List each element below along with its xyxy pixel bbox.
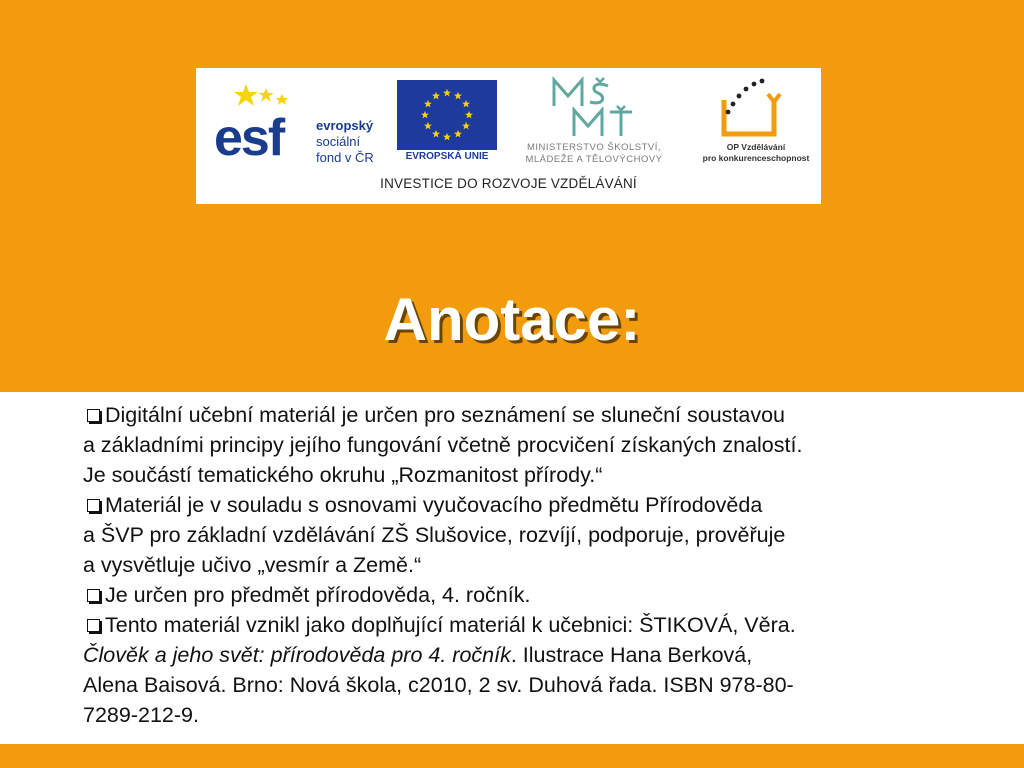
eu-star: [454, 130, 462, 138]
eu-star: [465, 111, 473, 119]
op-mark-icon: [714, 78, 784, 140]
p4-line2-rest: . Ilustrace Hana Berková,: [510, 643, 753, 667]
checkbox-bullet-icon: [87, 619, 100, 632]
p4-line1: Tento materiál vznikl jako doplňující materiál k učebnici: ŠTIKOVÁ, Věra.: [105, 613, 796, 637]
p3-line1: Je určen pro předmět přírodověda, 4. ročník.: [105, 583, 531, 607]
op-line1: OP Vzdělávání: [726, 142, 786, 152]
op-line2: pro konkurenceschopnost: [702, 153, 810, 163]
esf-line3: fond v ČR: [316, 150, 374, 165]
esf-text: [316, 118, 374, 166]
eu-star: [424, 122, 432, 130]
op-label: [696, 142, 816, 164]
investice-tagline: INVESTICE DO ROZVOJE VZDĚLÁVÁNÍ: [380, 176, 637, 191]
checkbox-bullet-icon: [87, 409, 100, 422]
eu-star: [432, 92, 440, 100]
slide-title: Anotace:: [383, 286, 641, 353]
msmt-line2: MLÁDEŽE A TĚLOVÝCHOVY: [525, 154, 663, 165]
eu-star: [454, 92, 462, 100]
eu-star: [462, 100, 470, 108]
book-title: Člověk a jeho svět: přírodověda pro 4. ročník: [83, 643, 511, 667]
esf-line2: sociální: [316, 134, 361, 149]
annotation-item-4: [83, 610, 963, 730]
msmt-label: [506, 142, 682, 166]
checkbox-bullet-icon: [87, 499, 100, 512]
eu-star: [424, 100, 432, 108]
eu-star: [432, 130, 440, 138]
msmt-logo: [506, 76, 682, 168]
annotation-item-2: [83, 490, 963, 580]
op-logo: [696, 78, 816, 170]
annotation-item-3: [83, 580, 963, 610]
eu-star: [462, 122, 470, 130]
p2-line2: a ŠVP pro základní vzdělávání ZŠ Slušovice, rozvíjí, podporuje, prověřuje: [83, 523, 786, 547]
bottom-orange-band: [0, 744, 1024, 768]
checkbox-bullet-icon: [87, 589, 100, 602]
p1-line1: Digitální učební materiál je určen pro seznámení se sluneční soustavou: [105, 403, 786, 427]
p2-line3: a vysvětluje učivo „vesmír a Země.“: [83, 553, 422, 577]
esf-line1: evropský: [316, 118, 374, 133]
esf-letters: esf: [214, 109, 284, 167]
eu-logo: [397, 80, 497, 164]
esf-logo: [214, 80, 394, 170]
p4-line4: 7289-212-9.: [83, 703, 199, 727]
eu-star: [443, 89, 451, 97]
eu-star: [443, 133, 451, 141]
msmt-mark-icon: [546, 76, 642, 140]
eu-star-icon: [397, 80, 497, 150]
p1-line2: a základními principy jejího fungování včetně procvičení získaných znalostí.: [83, 433, 803, 457]
funding-logos-banner: [196, 68, 821, 204]
eu-star: [421, 111, 429, 119]
p4-line3: Alena Baisová. Brno: Nová škola, c2010, 2 sv. Duhová řada. ISBN 978-80-: [83, 673, 794, 697]
eu-label: EVROPSKÁ UNIE: [405, 151, 489, 162]
p2-line1: Materiál je v souladu s osnovami vyučovacího předmětu Přírodověda: [105, 493, 763, 517]
annotation-item-1: [83, 400, 963, 490]
annotation-content: [83, 400, 963, 730]
p1-line3: Je součástí tematického okruhu „Rozmanitost přírody.“: [83, 463, 603, 487]
eu-flag: [397, 80, 497, 150]
msmt-line1: MINISTERSTVO ŠKOLSTVÍ,: [527, 142, 661, 153]
